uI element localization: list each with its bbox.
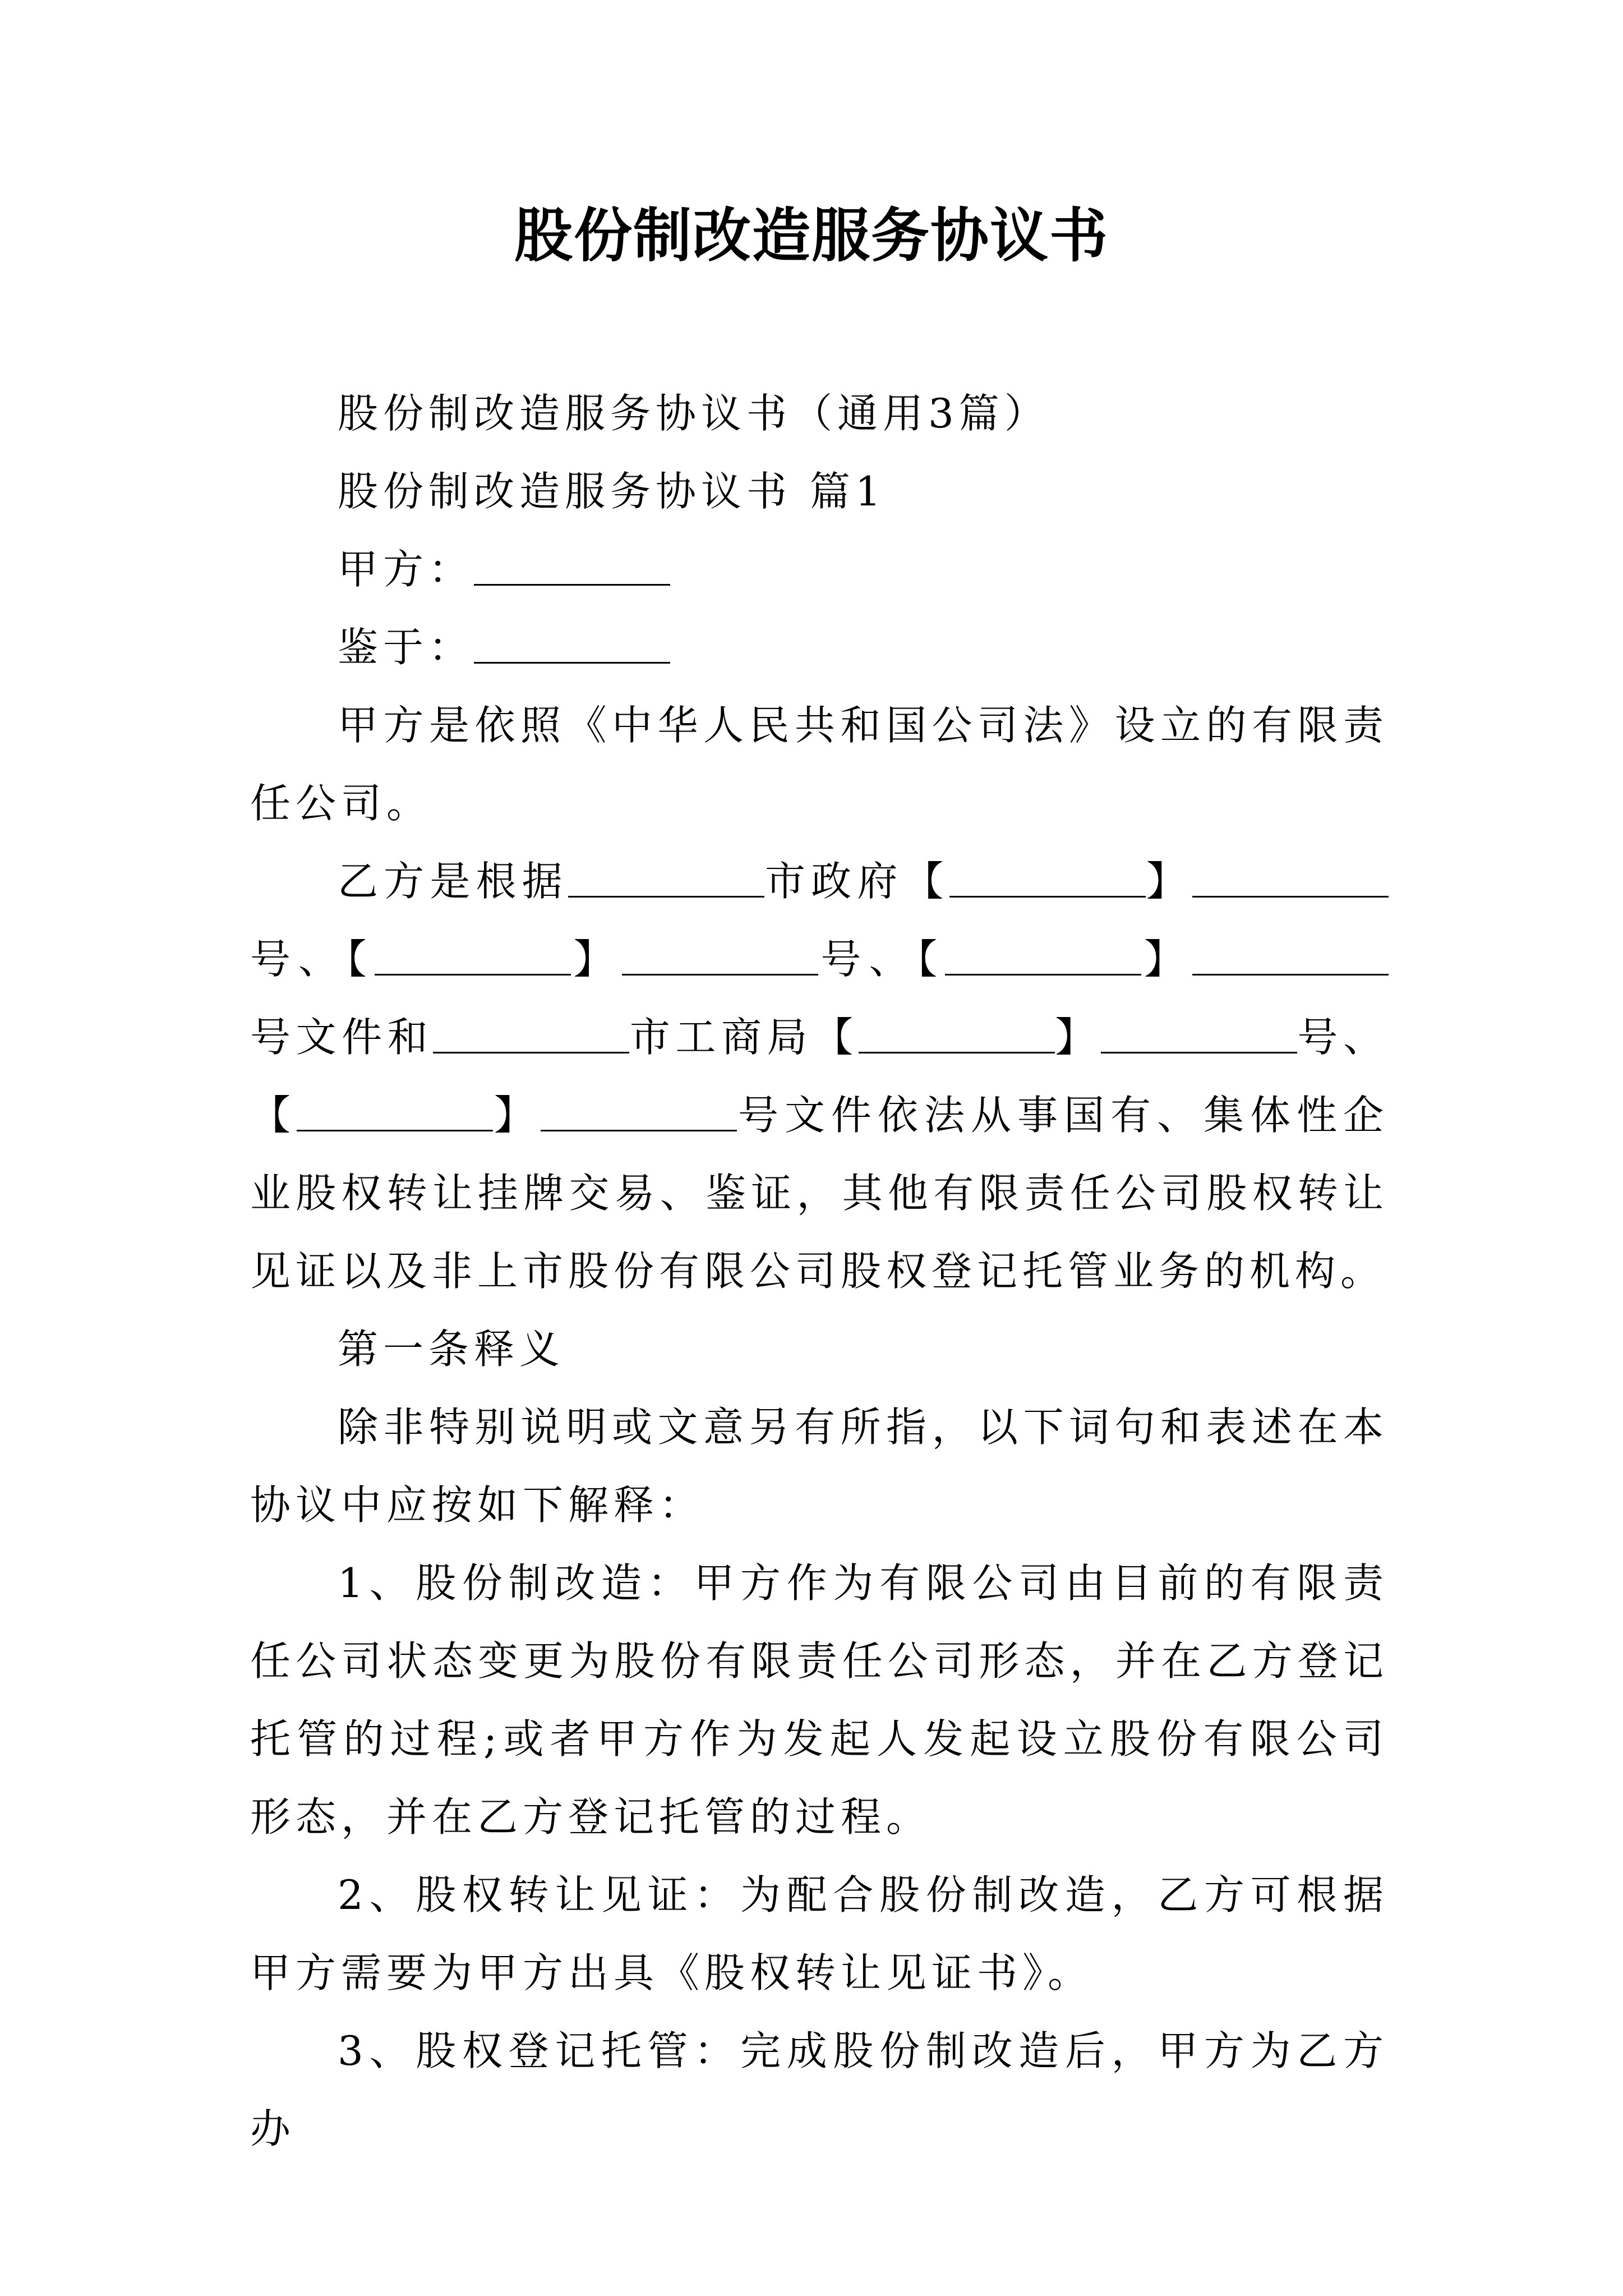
text-segment: 】	[1145, 858, 1192, 905]
blank-line	[945, 937, 1141, 976]
text-segment: 号文件和	[250, 1014, 434, 1061]
paragraph-subtitle: 股份制改造服务协议书（通用3篇）	[338, 390, 1050, 437]
text-segment: 】	[570, 936, 622, 983]
whereas-label: 鉴于：	[338, 624, 474, 671]
blank-line	[375, 937, 571, 976]
document-body	[250, 375, 1389, 2168]
paragraph-definition-3: 3、股权登记托管：完成股份制改造后，甲方为乙方办	[250, 2027, 1389, 2152]
blank-line	[297, 1093, 493, 1131]
paragraph-party-a-desc: 甲方是依照《中华人民共和国公司法》设立的有限责任公司。	[250, 702, 1389, 827]
text-segment: 市政府【	[764, 858, 949, 905]
paragraph-article-1-heading: 第一条释义	[338, 1326, 565, 1373]
blank-line	[474, 547, 670, 586]
text-segment: 乙方是根据	[338, 858, 568, 905]
blank-line	[568, 859, 764, 898]
blank-line	[474, 625, 670, 664]
text-segment: 号、【	[818, 936, 946, 983]
party-a-label: 甲方：	[338, 546, 474, 593]
paragraph-party-a	[250, 531, 1389, 609]
paragraph-definition-1: 1、股份制改造：甲方作为有限公司由目前的有限责任公司状态变更为股份有限责任公司形态，并在乙方登记托管的过程;或者甲方作为发起人发起设立股份有限公司形态，并在乙方登记托管的过程。	[250, 1559, 1389, 1841]
paragraph-definition-2: 2、股权转让见证：为配合股份制改造，乙方可根据甲方需要为甲方出具《股权转让见证书》。	[250, 1871, 1389, 1996]
blank-line	[1192, 937, 1389, 976]
text-segment: 】	[1141, 936, 1192, 983]
blank-line	[622, 937, 818, 976]
text-segment: 】	[1054, 1014, 1101, 1061]
document-title: 股份制改造服务协议书	[514, 201, 1109, 270]
paragraph-definitions-intro: 除非特别说明或文意另有所指，以下词句和表述在本协议中应按如下解释：	[250, 1404, 1389, 1529]
text-segment: 市工商局【	[629, 1014, 859, 1061]
paragraph-whereas	[250, 609, 1389, 687]
paragraph-party-b-desc	[250, 843, 1389, 1310]
blank-line	[541, 1093, 737, 1131]
paragraph-section-heading: 股份制改造服务协议书 篇1	[338, 468, 886, 515]
blank-line	[1192, 859, 1389, 898]
text-segment: 号、【	[250, 936, 375, 983]
blank-line	[859, 1015, 1055, 1053]
text-segment: 号文件依法从事国有、集体性企业股权转让挂牌交易、鉴证，其他有限责任公司股权转让见证以及非上市股份有限公司股权登记托管业务的机构。	[250, 1092, 1389, 1295]
text-segment: 】	[493, 1092, 541, 1139]
blank-line	[433, 1015, 629, 1053]
blank-line	[949, 859, 1146, 898]
text-segment: 号、【	[250, 1014, 1389, 1139]
blank-line	[1101, 1015, 1297, 1053]
